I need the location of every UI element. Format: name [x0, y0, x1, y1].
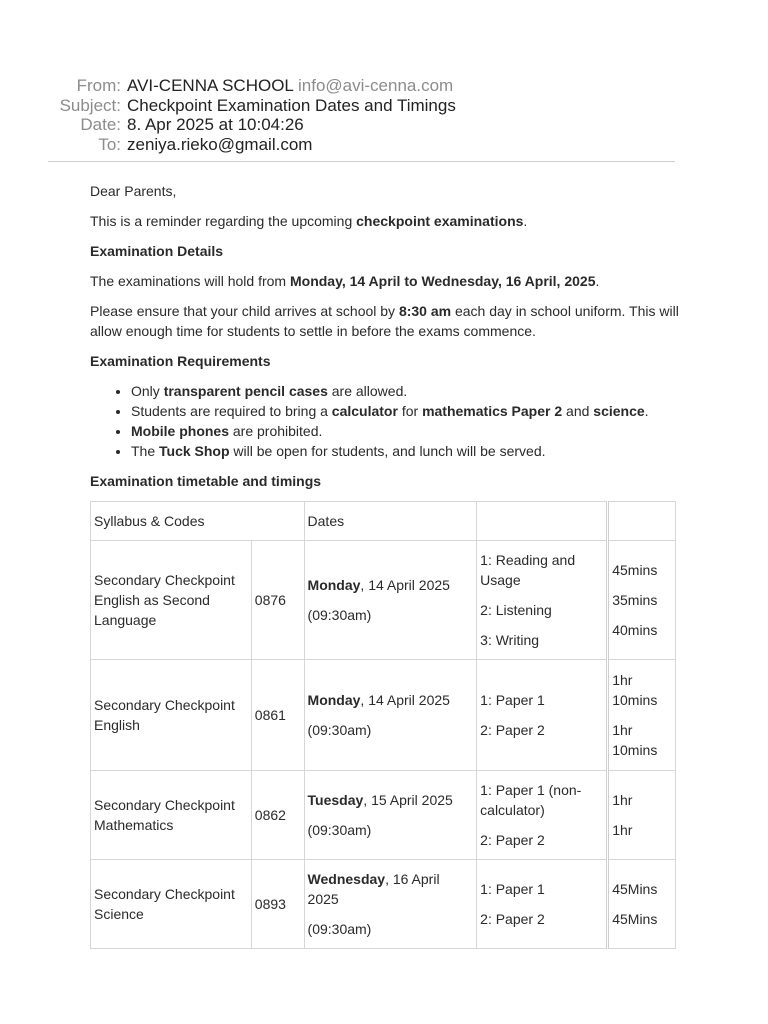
req2-c: for: [397, 403, 423, 419]
arrival-text: [90, 301, 680, 341]
header-divider: [48, 161, 675, 162]
table-row: [91, 660, 676, 771]
exam-date-text: , 14 April 2025: [360, 577, 450, 593]
paper-item: 1: Paper 1: [480, 692, 545, 708]
date-cell: [304, 541, 477, 660]
requirements-heading-text: Examination Requirements: [90, 353, 271, 369]
sender-name: AVI-CENNA SCHOOL: [127, 76, 294, 95]
email-body: [90, 181, 680, 949]
reminder-pre: This is a reminder regarding the upcoming: [90, 213, 357, 229]
code-cell: 0876: [251, 541, 304, 660]
durations-cell: [608, 660, 676, 771]
exam-time: (09:30am): [307, 921, 372, 937]
subject-row: [48, 96, 675, 116]
exam-date: [308, 869, 474, 909]
email-header: [48, 76, 675, 154]
list-item: [131, 421, 680, 441]
date-cell: [304, 660, 477, 771]
header-dates: Dates: [304, 502, 477, 541]
timetable: [90, 501, 676, 949]
dates-pre: The examinations will hold from: [90, 273, 290, 289]
duration-item: 45Mins: [612, 881, 658, 897]
req2-g: .: [644, 403, 649, 419]
durations-cell: [608, 771, 676, 860]
duration-item: 45Mins: [612, 911, 658, 927]
details-heading-text: Examination Details: [90, 243, 224, 259]
date-cell: [304, 771, 477, 860]
requirements-heading: [90, 351, 680, 371]
dates-post: .: [595, 273, 600, 289]
req2-d: mathematics Paper 2: [422, 403, 563, 419]
date-label: Date:: [80, 115, 121, 134]
arrive-pre: Please ensure that your child arrives at school by: [90, 303, 399, 319]
paper-item: 2: Paper 2: [480, 911, 545, 927]
req1-b: transparent pencil cases: [163, 383, 328, 399]
paper-item: 3: Writing: [480, 632, 540, 648]
timetable-heading-text: Examination timetable and timings: [90, 473, 322, 489]
exam-time: (09:30am): [307, 822, 372, 838]
to-label: To:: [98, 134, 121, 154]
code-cell: 0862: [251, 771, 304, 860]
list-item: [131, 381, 680, 401]
exam-day: Monday: [307, 577, 361, 593]
sender-email[interactable]: info@avi-cenna.com: [298, 76, 454, 95]
duration-item: 1hr 10mins: [612, 722, 658, 758]
exam-date-text: , 16 April 2025: [307, 871, 440, 907]
duration-item: 1hr: [612, 792, 633, 808]
subject-value: Checkpoint Examination Dates and Timings: [127, 95, 456, 115]
papers-cell: [477, 541, 608, 660]
exam-day: Tuesday: [307, 792, 364, 808]
table-row: [91, 860, 676, 949]
reminder-post: .: [523, 213, 528, 229]
paper-item: 1: Reading and Usage: [480, 552, 576, 588]
table-row: [91, 771, 676, 860]
details-heading: [90, 241, 680, 261]
list-item: [131, 441, 680, 461]
code-cell: 0861: [251, 660, 304, 771]
req1-c: are allowed.: [327, 383, 408, 399]
header-syllabus: Syllabus & Codes: [91, 502, 305, 541]
req4-c: will be open for students, and lunch will be served.: [229, 443, 546, 459]
duration-item: 45mins: [612, 562, 658, 578]
exam-date: [308, 690, 474, 710]
table-row: [91, 541, 676, 660]
paper-item: 2: Paper 2: [480, 722, 545, 738]
durations-cell: [608, 541, 676, 660]
papers-cell: [477, 660, 608, 771]
paper-item: 1: Paper 1: [480, 881, 545, 897]
papers-cell: [477, 860, 608, 949]
req2-a: Students are required to bring a: [131, 403, 332, 419]
requirements-list: [90, 381, 680, 461]
durations-cell: [608, 860, 676, 949]
duration-item: 1hr 10mins: [612, 672, 658, 708]
from-label: From:: [76, 76, 121, 95]
timetable-heading: [90, 471, 680, 491]
arrive-bold: 8:30 am: [398, 303, 452, 319]
req1-a: Only: [131, 383, 164, 399]
arrive-post: each day in school uniform. This will allow enough time for students to settle in before the exams commence.: [90, 303, 679, 339]
recipient-email[interactable]: zeniya.rieko@gmail.com: [127, 134, 313, 154]
req4-b: Tuck Shop: [159, 443, 230, 459]
list-item: [131, 401, 680, 421]
exam-date: [308, 790, 474, 810]
subject-cell: Secondary Checkpoint English: [91, 660, 252, 771]
subject-cell: Secondary Checkpoint Mathematics: [91, 771, 252, 860]
dates-bold: Monday, 14 April to Wednesday, 16 April, 2025: [289, 273, 596, 289]
date-cell: [304, 860, 477, 949]
duration-item: 1hr: [612, 822, 633, 838]
exam-time: (09:30am): [307, 607, 372, 623]
exam-date-text: , 14 April 2025: [360, 692, 450, 708]
subject-cell: Secondary Checkpoint English as Second Language: [91, 541, 252, 660]
exam-time: (09:30am): [307, 722, 372, 738]
subject-label: Subject:: [59, 95, 121, 115]
duration-item: 35mins: [612, 592, 658, 608]
reminder-bold: checkpoint examinations: [356, 213, 524, 229]
duration-item: 40mins: [612, 622, 658, 638]
exam-day: Wednesday: [307, 871, 386, 887]
header-empty-papers: [477, 502, 608, 541]
reminder-text: [90, 211, 680, 231]
req2-e: and: [562, 403, 594, 419]
req4-a: The: [131, 443, 160, 459]
paper-item: 1: Paper 1 (non-calculator): [480, 782, 582, 818]
code-cell: 0893: [251, 860, 304, 949]
exam-date: [308, 575, 474, 595]
to-row: [48, 135, 675, 155]
dates-text: [90, 271, 680, 291]
req3-a: Mobile phones: [131, 423, 229, 439]
header-empty-durations: [608, 502, 676, 541]
table-header-row: [91, 502, 676, 541]
paper-item: 2: Listening: [480, 602, 552, 618]
date-value: 8. Apr 2025 at 10:04:26: [127, 115, 304, 134]
date-row: [48, 115, 675, 135]
subject-cell: Secondary Checkpoint Science: [91, 860, 252, 949]
exam-date-text: , 15 April 2025: [363, 792, 453, 808]
greeting: Dear Parents,: [90, 183, 177, 199]
from-value: [127, 76, 453, 96]
from-row: [48, 76, 675, 96]
req2-f: science: [593, 403, 645, 419]
req3-b: are prohibited.: [229, 423, 323, 439]
exam-day: Monday: [307, 692, 361, 708]
papers-cell: [477, 771, 608, 860]
req2-b: calculator: [331, 403, 398, 419]
paper-item: 2: Paper 2: [480, 832, 545, 848]
